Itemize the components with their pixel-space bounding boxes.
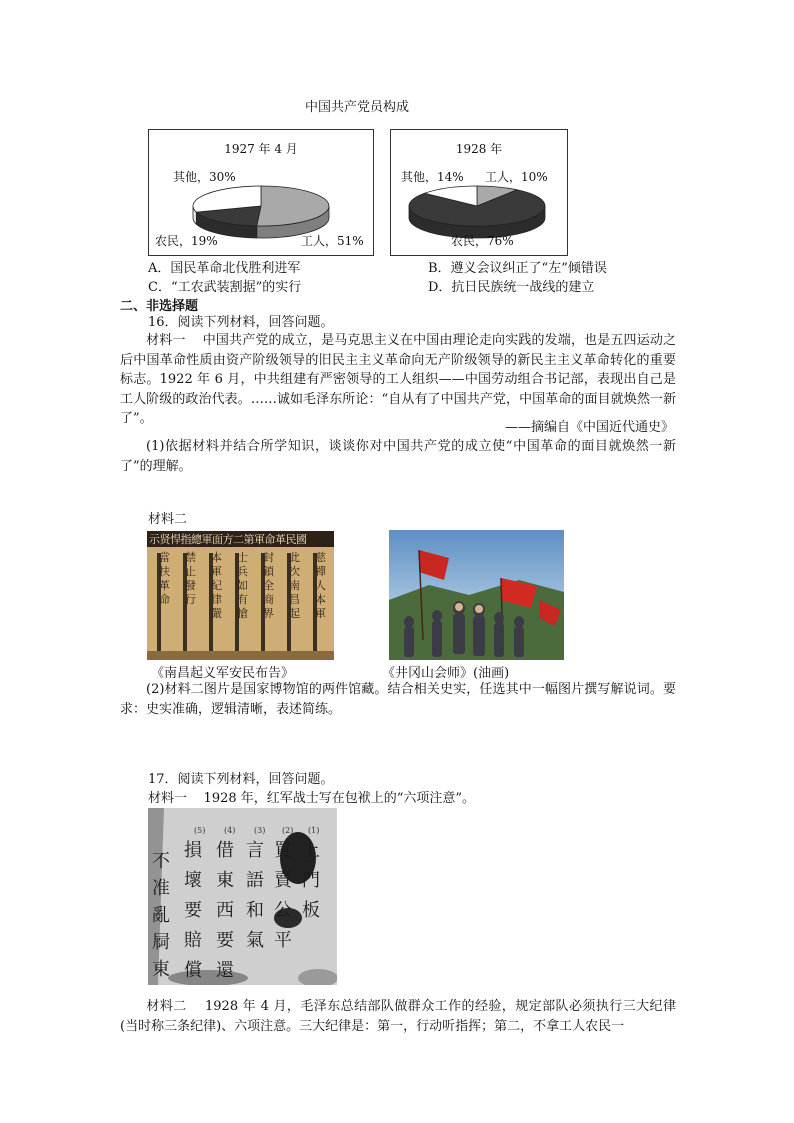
q16-stem: 16．阅读下列材料，回答问题。	[148, 315, 334, 330]
option-c: C．“工农武装割据”的实行	[148, 280, 302, 295]
q16-sub1	[120, 437, 676, 476]
q17-material1-label: 材料一	[148, 791, 188, 806]
section-heading: 二、非选择题	[120, 299, 199, 314]
pie-label-workers: 工人，51%	[301, 234, 364, 248]
pie-label-other: 其他，30%	[173, 170, 236, 184]
pie-label-other: 其他，14%	[401, 170, 464, 184]
img2-caption: 《井冈山会师》(油画)	[382, 666, 510, 681]
cloth-num-4: (4)	[224, 826, 236, 835]
option-b: B．遵义会议纠正了“左”倾错误	[428, 261, 607, 276]
q17-material2	[120, 997, 676, 1036]
q16-sub2-text: (2)材料二图片是国家博物馆的两件馆藏。结合相关史实，任选其中一幅图片撰写解说词。要求：史实准确，逻辑清晰，表述简练。	[120, 682, 676, 717]
proclamation-col-7: 當扶革命	[159, 551, 170, 606]
chart-1928-title: 1928 年	[455, 142, 503, 156]
cloth-col-3: 言語和氣	[246, 840, 264, 951]
proclamation-banner: 示贤悍指總軍面方二第軍命革民國	[149, 533, 307, 546]
option-d: D．抗日民族统一战线的建立	[428, 280, 595, 295]
q17-material1-text: 1928 年，红军战士写在包袱上的“六项注意”。	[203, 791, 476, 806]
q17-material2-text: 1928 年 4 月，毛泽东总结部队做群众工作的经验，规定部队必须执行三大纪律(当时称三条纪律)、六项注意。三大纪律是：第一，行动听指挥；第二，不拿工人农民一	[120, 999, 676, 1034]
img1-caption: 《南昌起义军安民布告》	[151, 666, 295, 681]
cloth-num-2: (2)	[282, 826, 294, 835]
painting-drawing	[389, 530, 564, 660]
q16-material1	[120, 331, 676, 429]
cloth-col-6: 不准亂屙東	[152, 851, 170, 980]
cloth-col-1: 上門板	[302, 840, 320, 921]
pie-chart-1927	[148, 129, 374, 256]
proclamation-col-3: 封鎖全商界	[263, 551, 274, 620]
q16-sub2	[120, 680, 676, 719]
cloth-num-1: (1)	[308, 826, 320, 835]
six-points-cloth-image	[148, 808, 337, 985]
q16-material1-text: 中国共产党的成立，是马克思主义在中国由理论走向实践的发端，也是五四运动之后中国革命性质由资产阶级领导的旧民主主义革命向无产阶级领导的新民主主义革命转化的重要标志。1922 年 6 月，中共组建有严密领导的工人组织——中国劳动组合书记部，表现出自己是工人阶级的政治代表。……诚如毛泽东所论：“自从有了中国共产党，中国革命的面目就焕然一新了”。	[120, 333, 676, 426]
proclamation-col-5: 本軍紀律嚴	[211, 551, 222, 620]
pie-label-workers: 工人，10%	[485, 170, 548, 184]
proclamation-col-2: 此次南昌起	[289, 551, 300, 620]
option-a: A．国民革命北伐胜利进军	[148, 261, 301, 276]
pie-chart-1928	[390, 129, 568, 256]
cloth-col-5: 損壞要賠償	[184, 840, 202, 981]
cloth-col-2: 買賣公平	[274, 840, 292, 951]
q16-source: ——摘编自《中国近代通史》	[504, 420, 674, 435]
nanchang-proclamation-image	[147, 531, 334, 660]
proclamation-col-1: 慈禪人本軍	[315, 551, 326, 620]
jinggangshan-painting-image	[389, 530, 564, 660]
cloth-num-5: (5)	[194, 826, 206, 835]
q17-material2-label: 材料二	[146, 999, 187, 1014]
q16-sub1-text: (1)依据材料并结合所学知识，谈谈你对中国共产党的成立使“中国革命的面目就焕然一新了”的理解。	[120, 439, 676, 474]
cloth-num-3: (3)	[254, 826, 266, 835]
figure-title: 中国共产党员构成	[304, 100, 409, 115]
q16-material2-label: 材料二	[148, 512, 188, 527]
proclamation-col-6: 禁止發行	[185, 551, 196, 606]
q17-material1	[148, 789, 676, 809]
proclamation-col-4: 士兵如有搶	[237, 551, 248, 620]
chart-1927-title: 1927 年 4 月	[224, 142, 298, 156]
q16-material1-label: 材料一	[146, 333, 186, 348]
pie-label-peasants: 农民，19%	[155, 234, 218, 248]
q17-stem: 17．阅读下列材料，回答问题。	[148, 772, 334, 787]
cloth-col-4: 借東西要還	[216, 840, 234, 981]
pie-label-peasants: 农民，76%	[451, 234, 514, 248]
